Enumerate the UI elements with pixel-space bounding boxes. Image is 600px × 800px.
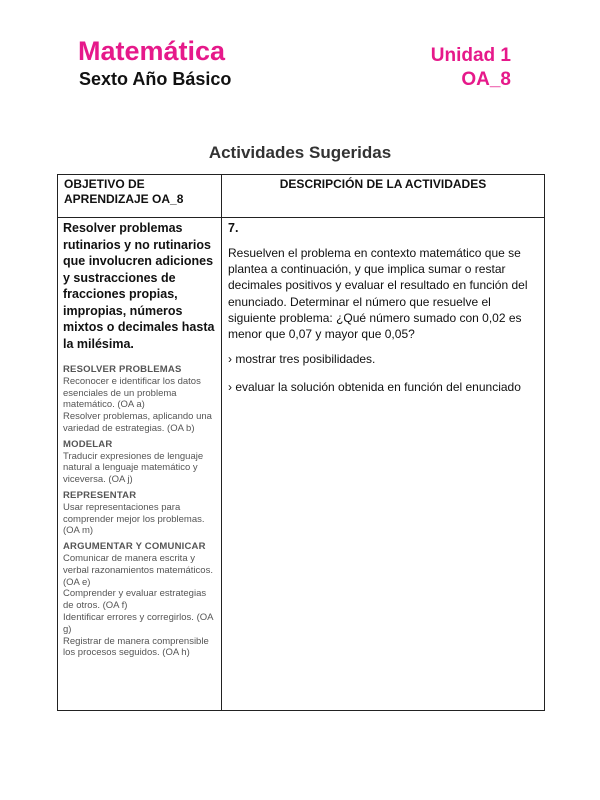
activity-number: 7. [228, 221, 239, 235]
table-header-row [58, 175, 545, 218]
skill-heading: RESOLVER PROBLEMAS [63, 364, 182, 375]
skill-item: Comunicar de manera escrita y verbal razonamientos matemáticos. (OA e) [63, 552, 213, 588]
skill-item: Comprender y evaluar estrategias de otros. (OA f) [63, 588, 207, 612]
description-cell [222, 218, 545, 711]
skill-item: Reconocer e identificar los datos esenciales de un problema matemático. (OA a) [63, 375, 201, 411]
skills-block [63, 364, 216, 659]
unit-label: Unidad 1 [430, 45, 511, 66]
skill-item: Resolver problemas, aplicando una variedad de estrategias. (OA b) [63, 411, 212, 434]
skill-heading: MODELAR [63, 438, 113, 450]
grade-label: Sexto Año Básico [79, 69, 232, 89]
section-title: Actividades Sugeridas [208, 143, 392, 162]
skill-item: Registrar de manera comprensible los procesos seguidos. (OA h) [63, 635, 209, 659]
skill-heading: ARGUMENTAR Y COMUNICAR [63, 541, 206, 553]
table-body-row [58, 218, 545, 711]
subject-title: Matemática [78, 36, 226, 66]
activity-bullet: › mostrar tres posibilidades. [228, 352, 376, 367]
skill-item: Usar representaciones para comprender mejor los problemas. (OA m) [63, 501, 205, 537]
objective-cell [58, 218, 222, 711]
activity-description: Resuelven el problema en contexto matemático que se plantea a continuación, y que implica sumar o restar decimales positivos y evaluar el resultado en función del enunciado. Determinar el número que resuelve el siguiente problema: ¿Qué número sumado con 0,02 es menor que 0,07 y mayor que 0,05? [228, 246, 528, 342]
oa-label: OA_8 [461, 69, 511, 90]
skill-heading: REPRESENTAR [63, 489, 137, 501]
objective-text: Resolver problemas rutinarios y no rutinarios que involucren adiciones y sustracciones de fracciones propias, impropias, números mixtos o decimales hasta la milésima. [63, 221, 215, 351]
activity-bullet: › evaluar la solución obtenida en función del enunciado [228, 380, 521, 395]
skill-item: Traducir expresiones de lenguaje natural a lenguaje matemático y viceversa. (OA j) [63, 450, 204, 486]
skill-item: Identificar errores y corregirlos. (OA g) [63, 611, 213, 635]
activities-table [57, 174, 545, 711]
description-column-header: DESCRIPCIÓN DE LA ACTIVIDADES [222, 175, 545, 218]
objective-column-header: OBJETIVO DE APRENDIZAJE OA_8 [58, 175, 222, 218]
